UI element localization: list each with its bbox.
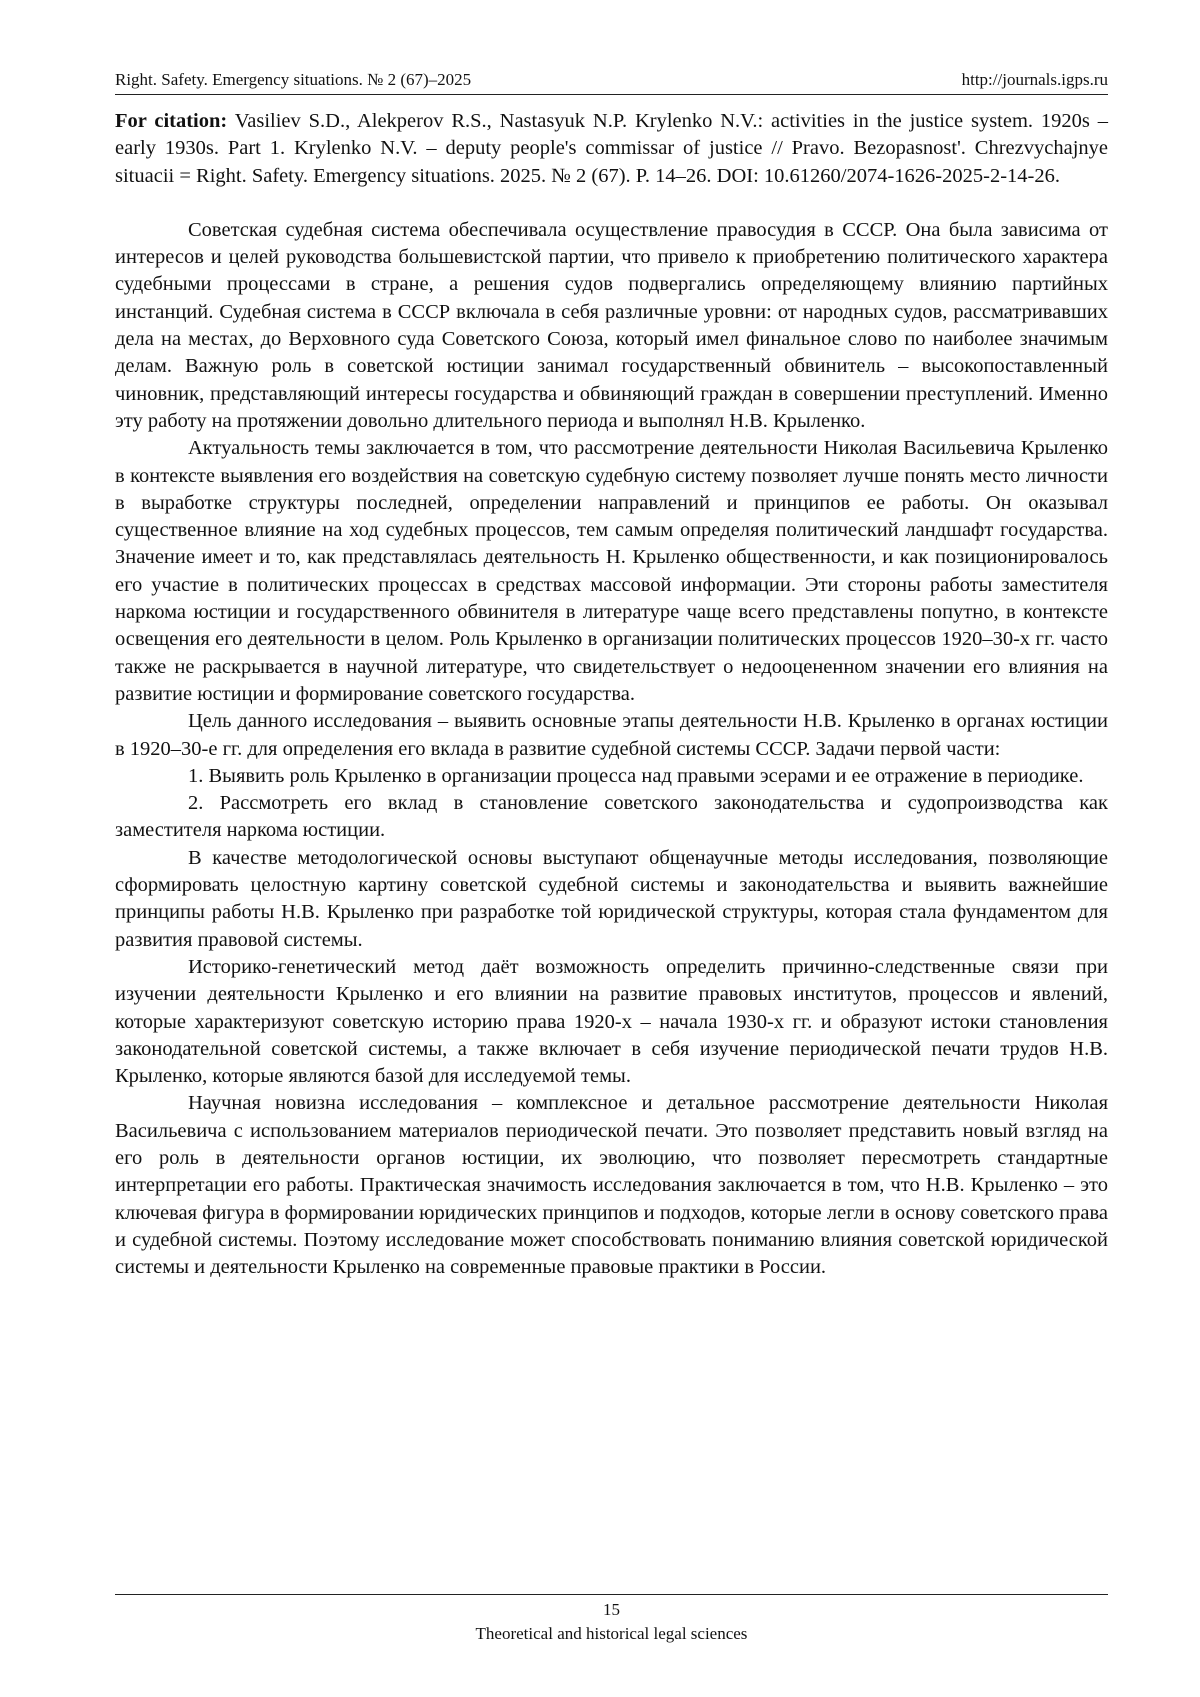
paragraph-relevance: Актуальность темы заключается в том, что рассмотрение деятельности Николая Васильевича Крыленко в контексте выявления его воздействия на советскую судебную систему позволяет лучше понять место личности в выработке структуры последней, определении направлений и принципов ее работы. Он оказывал существенное влияние на ход судебных процессов, тем самым определяя политический ландшафт государства. Значение имеет и то, как представлялась деятельность Н. Крыленко общественности, и как позиционировалось его участие в политических процессах в средствах массовой информации. Эти стороны работы заместителя наркома юстиции и государственного обвинителя в литературе чаще всего представлены попутно, в контексте освещения его деятельности в целом. Роль Крыленко в организации политических процессов 1920–30-х гг. часто также не раскрывается в научной литературе, что свидетельствует о недооцененном значении его влияния на развитие юстиции и формирование советского государства. — [115, 437, 1108, 705]
paragraph-methodology: В качестве методологической основы выступают общенаучные методы исследования, позволяющие сформировать целостную картину советской судебной системы и законодательства и выявить важнейшие принципы работы Н.В. Крыленко при разработке той юридической структуры, которая стала фундаментом для развития правовой системы. — [115, 846, 1108, 951]
journal-title: Right. Safety. Emergency situations. № 2 (67)–2025 — [115, 70, 472, 89]
paragraph-task-1: 1. Выявить роль Крыленко в организации процесса над правыми эсерами и ее отражение в периодике. — [188, 764, 1084, 787]
paragraph-goal: Цель данного исследования – выявить основные этапы деятельности Н.В. Крыленко в органах юстиции в 1920–30-е гг. для определения его вклада в развитие судебной системы СССР. Задачи первой части: — [115, 710, 1108, 760]
journal-url[interactable]: http://journals.igps.ru — [961, 70, 1108, 89]
running-header — [115, 70, 1108, 95]
citation-text: Vasiliev S.D., Alekperov R.S., Nastasyuk N.P. Krylenko N.V.: activities in the justice system. 1920s – early 1930s. Part 1. Krylenko N.V. – deputy people's commissar of justice // Pravo. Bezopasnost'. Chrezvychajnye situacii = Right. Safety. Emergency situations. 2025. № 2 (67). P. 14–26. DOI: 10.61260/2074-1626-2025-2-14-26. — [115, 110, 1108, 187]
section-name: Theoretical and historical legal sciences — [475, 1624, 748, 1643]
citation-block — [115, 108, 1108, 190]
paragraph-historical-method: Историко-генетический метод даёт возможность определить причинно-следственные связи при изучении деятельности Крыленко и его влиянии на развитие правовых институтов, процессов и явлений, которые характеризуют советскую историю права 1920-х – начала 1930-х гг. и образуют истоки становления законодательной советской системы, а также включает в себя изучение периодической печати трудов Н.В. Крыленко, которые являются базой для исследуемой темы. — [115, 955, 1108, 1088]
article-content — [115, 108, 1108, 1281]
spacer — [115, 190, 1108, 217]
citation-label: For citation: — [115, 110, 228, 132]
paragraph-task-2: 2. Рассмотреть его вклад в становление советского законодательства и судопроизводства как заместителя наркома юстиции. — [115, 792, 1108, 842]
paragraph-novelty: Научная новизна исследования – комплексное и детальное рассмотрение деятельности Николая Васильевича с использованием материалов периодической печати. Это позволяет представить новый взгляд на его роль в деятельности органов юстиции, их эволюцию, что позволяет пересмотреть стандартные интерпретации его работы. Практическая значимость исследования заключается в том, что Н.В. Крыленко – это ключевая фигура в формировании юридических принципов и подходов, которые легли в основу советского права и судебной системы. Поэтому исследование может способствовать пониманию влияния советской юридической системы и деятельности Крыленко на современные правовые практики в России. — [115, 1092, 1108, 1279]
paragraph-intro: Советская судебная система обеспечивала осуществление правосудия в СССР. Она была зависима от интересов и целей руководства большевистской партии, что привело к приобретению политического характера судебными процессами в стране, а решения судов подвергались определяющему влиянию партийных инстанций. Судебная система в СССР включала в себя различные уровни: от народных судов, рассматривавших дела на местах, до Верховного суда Советского Союза, который имел финальное слово по наиболее значимым делам. Важную роль в советской юстиции занимал государственный обвинитель – высокопоставленный чиновник, представляющий интересы государства и обвиняющий граждан в совершении преступлений. Именно эту работу на протяжении довольно длительного периода и выполнял Н.В. Крыленко. — [115, 218, 1108, 432]
page-footer — [115, 1594, 1108, 1645]
page-number: 15 — [603, 1600, 620, 1619]
